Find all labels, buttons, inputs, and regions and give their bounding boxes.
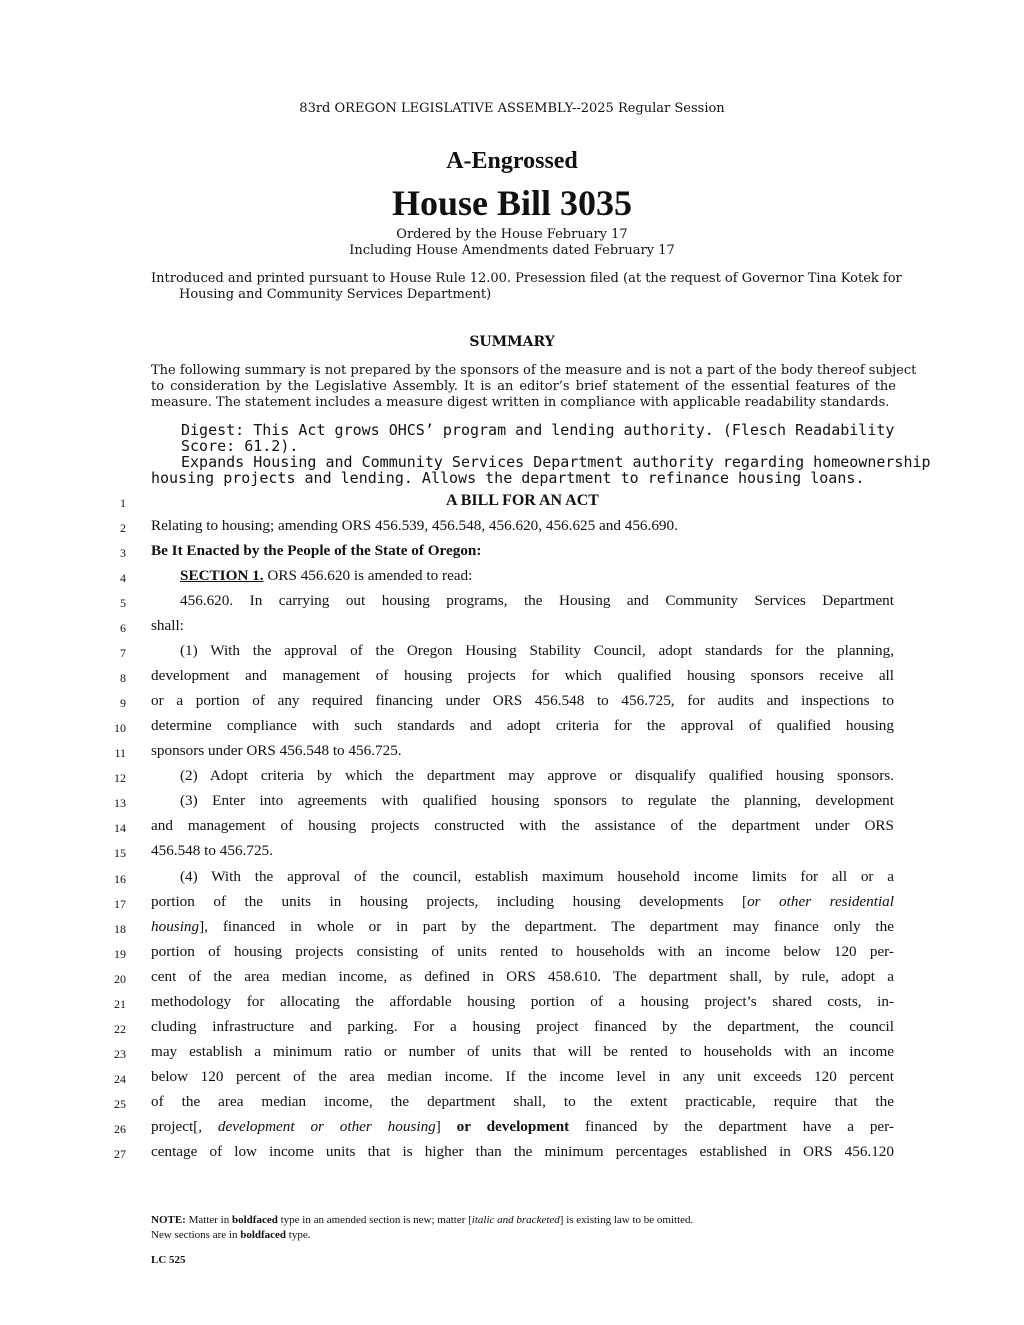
- bill-line: [0, 993, 1024, 1018]
- line-number: 4: [120, 571, 126, 585]
- bill-line: [0, 742, 1024, 767]
- bill-line: [0, 1068, 1024, 1093]
- bill-text: 456.548 to 456.725.: [151, 842, 273, 859]
- digest-line-2: Expands Housing and Community Services Department authority regarding homeownership: [181, 453, 931, 471]
- line-number: 27: [114, 1147, 126, 1161]
- bill-text: centage of low income units that is higher than the minimum percentages established in ORS 456.120: [151, 1143, 894, 1160]
- footnote-line-1: [151, 1213, 693, 1228]
- digest-line-1: Digest: This Act grows OHCS’ program and lending authority. (Flesch Readability Score: 61.2).: [181, 421, 895, 455]
- enacting-clause: Be It Enacted by the People of the State of Oregon:: [151, 542, 482, 559]
- summary-heading: SUMMARY: [469, 334, 555, 350]
- bill-text: 456.620. In carrying out housing programs, the Housing and Community Services Department: [180, 592, 894, 609]
- session-header: 83rd OREGON LEGISLATIVE ASSEMBLY--2025 Regular Session: [299, 101, 725, 116]
- note-italic: italic and bracketed: [471, 1214, 560, 1226]
- bill-line: [0, 1118, 1024, 1143]
- section-1-text: ORS 456.620 is amended to read:: [263, 567, 473, 584]
- bill-text: development and management of housing projects for which qualified housing sponsors receive all: [151, 667, 894, 684]
- bill-text-part: ]: [435, 1118, 457, 1135]
- digest: [151, 421, 931, 487]
- engrossed-label: A-Engrossed: [446, 148, 578, 174]
- line-number: 13: [114, 796, 126, 810]
- bill-title: House Bill 3035: [391, 183, 633, 223]
- lc-number: LC 525: [151, 1254, 186, 1266]
- summary-line-2: to consideration by the Legislative Assembly. It is an editor’s brief statement of the essential features of the: [151, 379, 896, 394]
- line-number: 24: [114, 1072, 126, 1086]
- line-number: 1: [120, 496, 126, 510]
- note-text: ] is existing law to be omitted.: [559, 1214, 694, 1226]
- bill-text: of the area median income, the department shall, to the extent practicable, require that the: [151, 1093, 894, 1110]
- bill-line: [0, 492, 1024, 517]
- bill-text-part: portion of the units in housing projects, including housing developments [: [151, 893, 748, 910]
- bill-line: [0, 918, 1024, 943]
- note-bold: boldfaced: [231, 1214, 278, 1226]
- summary-line-3: measure. The statement includes a measure digest written in compliance with applicable readability standards.: [151, 395, 890, 410]
- bill-text: sponsors under ORS 456.548 to 456.725.: [151, 742, 402, 759]
- bill-text: shall:: [151, 617, 184, 634]
- bill-line: [0, 792, 1024, 817]
- footnote: [151, 1213, 693, 1243]
- line-number: 23: [114, 1047, 126, 1061]
- digest-line-3: housing projects and lending. Allows the department to refinance housing loans.: [151, 469, 865, 487]
- line-number: 7: [120, 646, 126, 660]
- bill-line: [0, 642, 1024, 667]
- bill-text: or a portion of any required financing under ORS 456.548 to 456.725, for audits and inspections to: [151, 692, 894, 709]
- bill-line: [0, 817, 1024, 842]
- bill-line: [0, 592, 1024, 617]
- note-text: type in an amended section is new; matter [: [277, 1214, 472, 1226]
- bill-line: [0, 1018, 1024, 1043]
- line-number: 10: [114, 721, 126, 735]
- bill-text-part: project[: [151, 1118, 199, 1135]
- bill-text: may establish a minimum ratio or number of units that will be rented to households with an income: [151, 1043, 894, 1060]
- line-number: 12: [114, 771, 126, 785]
- introduction-note: [151, 271, 902, 303]
- line-number: 25: [114, 1097, 126, 1111]
- line-number: 8: [120, 671, 126, 685]
- note-label: NOTE:: [151, 1214, 186, 1226]
- summary-text: [151, 363, 917, 411]
- bill-line: [0, 1043, 1024, 1068]
- amendments-line: Including House Amendments dated February 17: [349, 243, 675, 258]
- bill-text-part: ], financed in whole or in part by the department. The department may finance only the: [199, 918, 894, 935]
- bill-text: (3) Enter into agreements with qualified housing sponsors to regulate the planning, development: [180, 792, 894, 809]
- new-text: or development: [456, 1118, 570, 1135]
- bill-line: [0, 517, 1024, 542]
- section-label: SECTION 1.: [180, 567, 264, 584]
- bill-text: cluding infrastructure and parking. For a housing project financed by the department, the council: [151, 1018, 894, 1035]
- bill-line: [0, 842, 1024, 867]
- bill-text: [151, 893, 894, 911]
- bill-line: [0, 1143, 1024, 1168]
- line-number: 2: [120, 521, 126, 535]
- note-bold: boldfaced: [240, 1229, 287, 1241]
- deleted-text: or other residential: [747, 893, 894, 910]
- bill-line: [0, 542, 1024, 567]
- bill-text-part: financed by the department have a per-: [569, 1118, 894, 1135]
- intro-line-2: Housing and Community Services Department): [179, 287, 492, 302]
- summary-line-1: The following summary is not prepared by the sponsors of the measure and is not a part of the body thereof subject: [151, 363, 917, 378]
- bill-text: cent of the area median income, as defined in ORS 458.610. The department shall, by rule, adopt a: [151, 968, 894, 985]
- bill-act-heading: A BILL FOR AN ACT: [446, 492, 599, 509]
- note-text: New sections are in: [151, 1229, 241, 1241]
- intro-line-1: Introduced and printed pursuant to House Rule 12.00. Presession filed (at the request of Governor Tina Kotek for: [151, 271, 902, 286]
- line-number: 20: [114, 972, 126, 986]
- line-number: 19: [114, 947, 126, 961]
- line-number: 6: [120, 621, 126, 635]
- bill-text: (2) Adopt criteria by which the department may approve or disqualify qualified housing sponsors.: [180, 767, 894, 784]
- bill-text: (4) With the approval of the council, establish maximum household income limits for all or a: [180, 868, 894, 885]
- bill-line: [0, 868, 1024, 893]
- bill-line: [0, 717, 1024, 742]
- line-number: 9: [120, 696, 126, 710]
- line-number: 18: [114, 922, 126, 936]
- bill-text: and management of housing projects constructed with the assistance of the department under ORS: [151, 817, 894, 834]
- bill-line: [0, 567, 1024, 592]
- line-number: 14: [114, 821, 126, 835]
- bill-line: [0, 667, 1024, 692]
- ordered-line: Ordered by the House February 17: [396, 227, 628, 242]
- line-number: 11: [114, 746, 126, 760]
- ordered-block: [0, 227, 1024, 259]
- bill-text: below 120 percent of the area median income. If the income level in any unit exceeds 120 percent: [151, 1068, 894, 1085]
- bill-text: (1) With the approval of the Oregon Housing Stability Council, adopt standards for the planning,: [180, 642, 894, 659]
- bill-text: [151, 1118, 894, 1136]
- deleted-text: housing: [151, 918, 200, 935]
- note-text: Matter in: [185, 1214, 232, 1226]
- line-number: 5: [120, 596, 126, 610]
- section-1-intro: [180, 567, 894, 585]
- deleted-text: , development or other housing: [198, 1118, 436, 1135]
- bill-line: [0, 943, 1024, 968]
- bill-line: [0, 767, 1024, 792]
- line-number: 22: [114, 1022, 126, 1036]
- line-number: 16: [114, 872, 126, 886]
- line-number: 17: [114, 897, 126, 911]
- line-number: 21: [114, 997, 126, 1011]
- footnote-line-2: [151, 1228, 693, 1243]
- bill-line: [0, 692, 1024, 717]
- bill-line: [0, 893, 1024, 918]
- bill-line: [0, 617, 1024, 642]
- bill-text: portion of housing projects consisting of units rented to households with an income below 120 per-: [151, 943, 894, 960]
- bill-line: [0, 968, 1024, 993]
- line-number: 15: [114, 846, 126, 860]
- bill-text: [151, 918, 894, 936]
- bill-line: [0, 1093, 1024, 1118]
- relating-clause: Relating to housing; amending ORS 456.539, 456.548, 456.620, 456.625 and 456.690.: [151, 517, 678, 534]
- note-text: type.: [286, 1229, 311, 1241]
- bill-text: determine compliance with such standards and adopt criteria for the approval of qualified housing: [151, 717, 894, 734]
- line-number: 3: [120, 546, 126, 560]
- bill-text: methodology for allocating the affordable housing portion of a housing project’s shared costs, in-: [151, 993, 894, 1010]
- line-number: 26: [114, 1122, 126, 1136]
